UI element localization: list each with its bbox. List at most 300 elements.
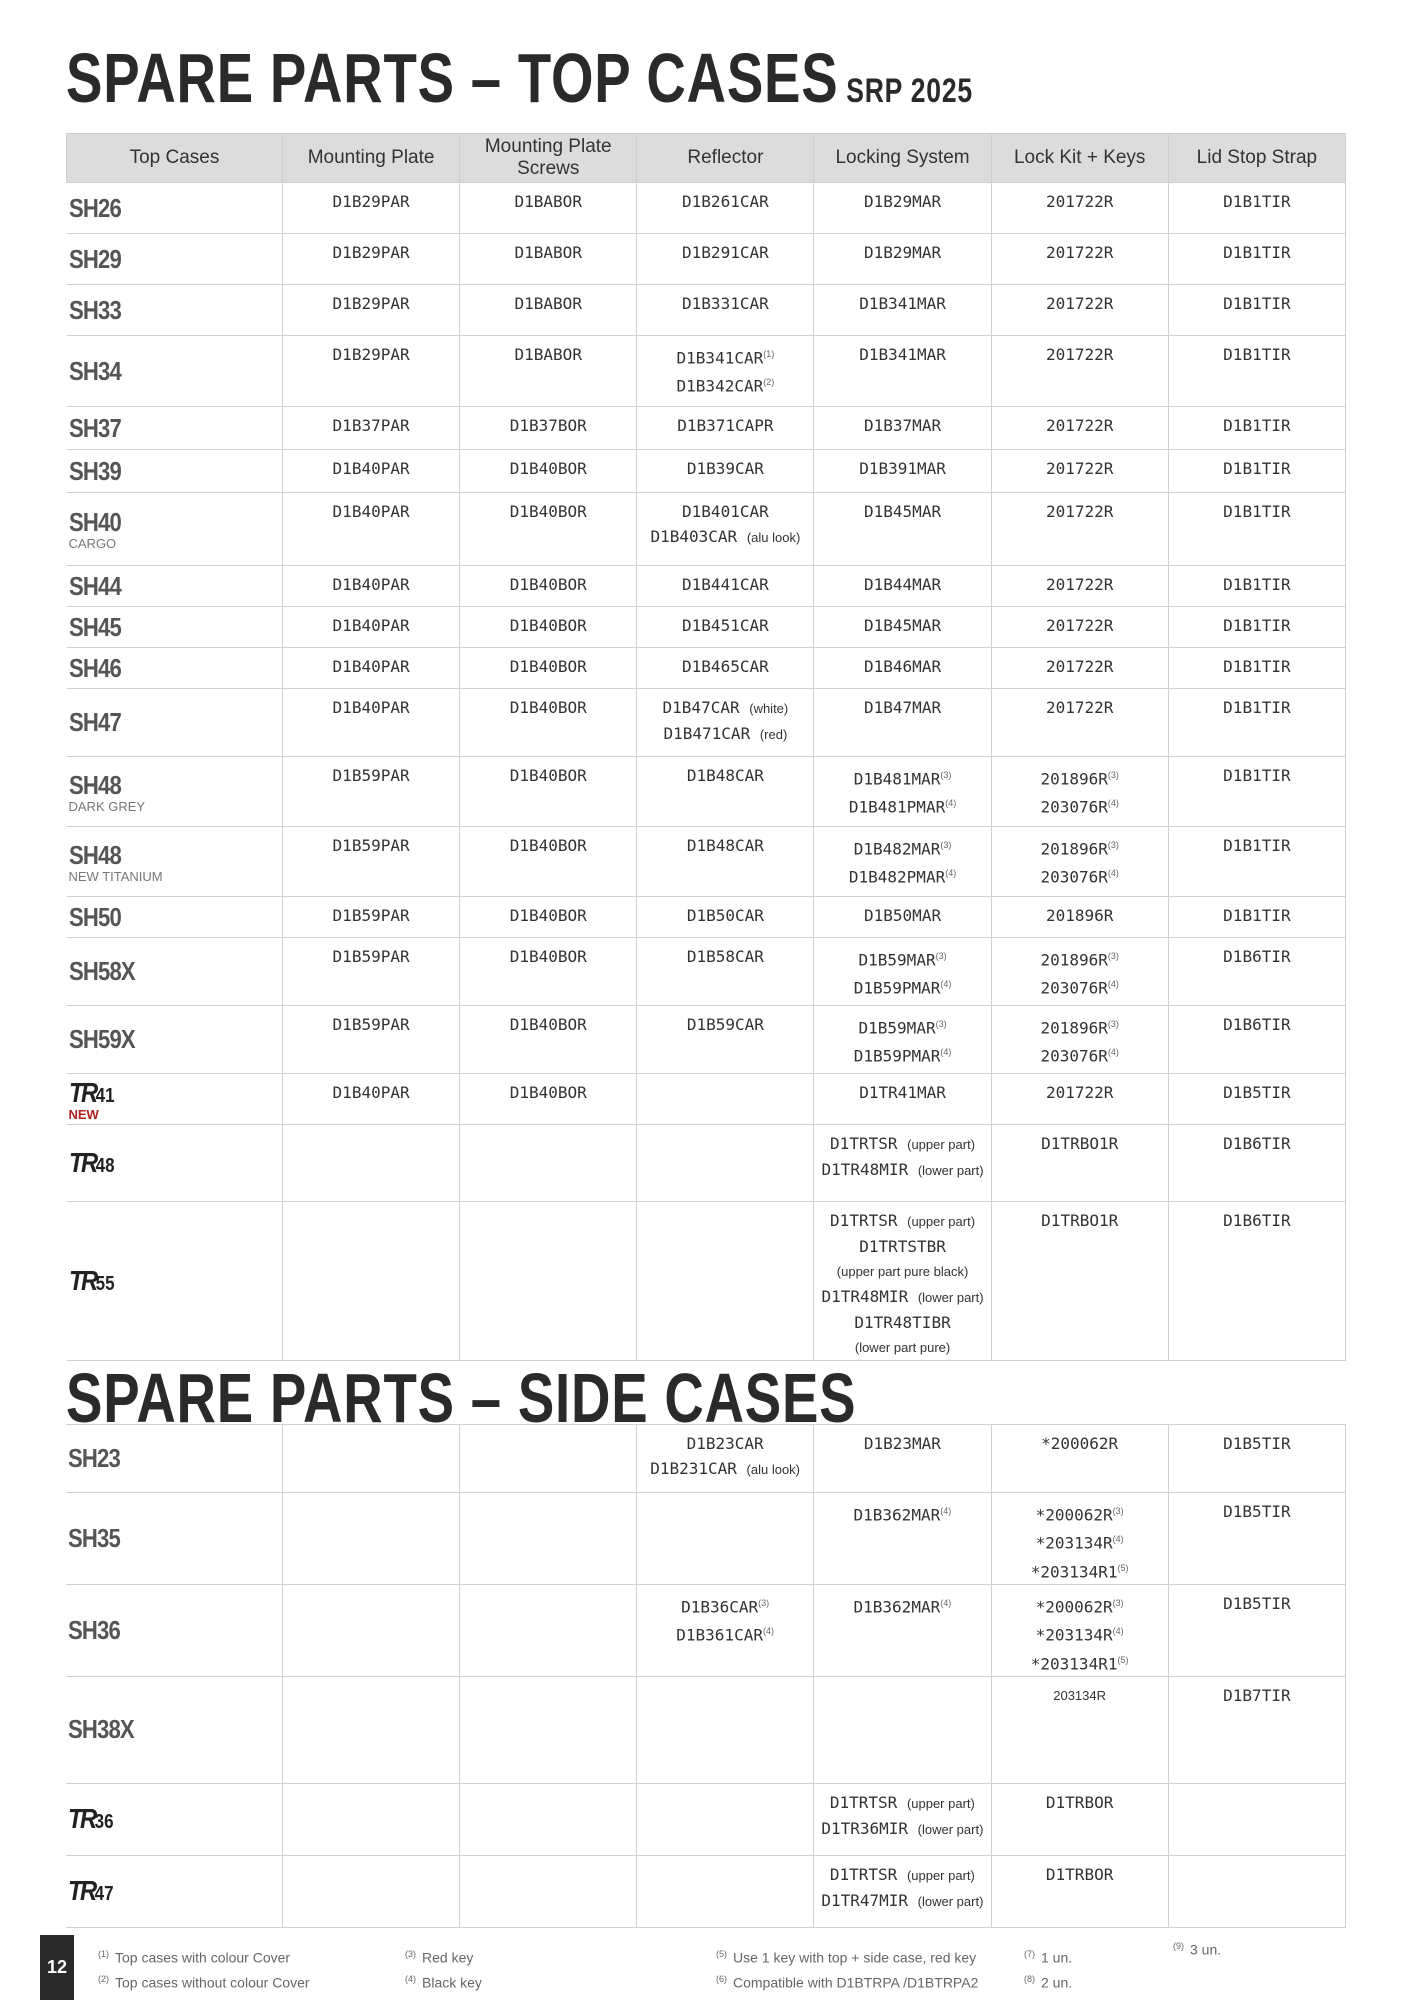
part-code: 201722R — [1045, 575, 1114, 594]
case-model — [69, 193, 121, 224]
mounting-plate-screws-cell — [460, 493, 637, 566]
part-code: D1B59MAR$^{(3)}$ — [858, 1018, 947, 1038]
case-model — [69, 612, 121, 643]
part-code: D1B40BOR — [509, 502, 587, 521]
part-code: D1B361CAR$^{(4)}$ — [676, 1625, 774, 1645]
part-code: 201722R — [1045, 616, 1114, 635]
case-model-cell — [67, 757, 283, 827]
locking-system-cell — [814, 938, 991, 1006]
mounting-plate-screws-cell — [460, 757, 637, 827]
mounting-plate-screws-cell — [460, 407, 637, 450]
footnote-ref: (3) — [1107, 840, 1119, 850]
model-name: SH26 — [68, 192, 121, 223]
part-code: D1B59CAR — [686, 1015, 764, 1034]
model-name: SH45 — [68, 611, 121, 642]
footnote-ref: (4) — [940, 1597, 952, 1608]
lid-stop-strap-cell — [1168, 689, 1345, 757]
footnote-1 — [98, 1944, 310, 1969]
part-code: D1B1TIR — [1223, 192, 1291, 211]
part-code: D1B6TIR — [1223, 1015, 1291, 1034]
part-code: D1B471CAR (red) — [663, 724, 788, 743]
part-code: D1B1TIR — [1223, 766, 1291, 785]
locking-system-cell — [814, 648, 991, 689]
table-row — [67, 234, 1346, 285]
part-code: D1B481PMAR$^{(4)}$ — [848, 797, 957, 817]
model-name: SH46 — [68, 652, 121, 683]
case-model-cell — [66, 1493, 282, 1585]
mounting-plate-screws-cell — [460, 234, 637, 285]
footnotes-units-2 — [1173, 1936, 1221, 1961]
model-name: SH44 — [68, 570, 121, 601]
mounting-plate-screws-cell — [459, 1493, 636, 1585]
case-model-cell — [67, 1202, 283, 1361]
part-code: D1B40BOR — [509, 906, 587, 925]
reflector-cell — [637, 648, 814, 689]
part-code: D1B6TIR — [1223, 1134, 1291, 1153]
part-code: D1B7TIR — [1223, 1685, 1291, 1705]
lid-stop-strap-cell — [1168, 757, 1345, 827]
mounting-plate-cell — [283, 757, 460, 827]
lid-stop-strap-cell — [1168, 1855, 1345, 1927]
part-code: D1B59PMAR$^{(4)}$ — [853, 978, 952, 998]
footnote-ref: (3) — [1107, 1019, 1119, 1029]
part-code: *200062R$^{(3)}$ — [1035, 1597, 1124, 1617]
lid-stop-strap-cell — [1168, 1584, 1345, 1676]
lid-stop-strap-cell — [1168, 1676, 1345, 1783]
locking-system-cell — [814, 183, 991, 234]
part-code: *203134R$^{(4)}$ — [1035, 1625, 1124, 1645]
part-code: D1B1TIR — [1223, 575, 1291, 594]
reflector-cell — [637, 566, 814, 607]
mounting-plate-cell — [283, 336, 460, 407]
reflector-cell — [637, 407, 814, 450]
locking-system-cell — [814, 1855, 991, 1927]
part-code: D1TR47MIR (lower part) — [821, 1890, 984, 1910]
model-name: SH40 — [68, 507, 121, 537]
locking-system-cell — [814, 607, 991, 648]
tr-logo: TR — [68, 1803, 95, 1835]
case-model — [69, 653, 121, 684]
mounting-plate-cell — [283, 493, 460, 566]
lid-stop-strap-cell — [1168, 1425, 1345, 1493]
footnote-mark: (8) — [1024, 1973, 1035, 1984]
part-code: D1B231CAR (alu look) — [650, 1459, 801, 1478]
part-qualifier: (white) — [749, 701, 789, 716]
footnote-text: Use 1 key with top + side case, red key — [733, 1949, 977, 1966]
model-name: SH48 — [68, 839, 121, 870]
case-model-cell — [66, 1425, 282, 1493]
footnote-text: Top cases without colour Cover — [115, 1974, 310, 1991]
case-model — [69, 956, 135, 987]
part-code: D1B59PAR — [332, 906, 410, 925]
part-code: D1B5TIR — [1223, 1593, 1291, 1613]
mounting-plate-screws-cell — [460, 689, 637, 757]
lock-kit-keys-cell — [991, 493, 1168, 566]
part-code: D1B37MAR — [864, 416, 942, 435]
part-code: D1B40PAR — [332, 1083, 410, 1102]
locking-system-cell — [814, 285, 991, 336]
case-model-cell — [67, 336, 283, 407]
part-code: D1B40BOR — [509, 575, 587, 594]
part-code: D1B58CAR — [686, 947, 764, 966]
case-model-cell — [67, 407, 283, 450]
reflector-cell — [637, 1783, 814, 1855]
lock-kit-keys-cell — [991, 566, 1168, 607]
part-code: D1B261CAR — [682, 192, 769, 211]
table-row — [67, 1202, 1346, 1361]
model-name: SH39 — [68, 455, 121, 486]
reflector-cell — [637, 1676, 814, 1783]
part-code: D1B1TIR — [1223, 836, 1291, 855]
footnote-text: Top cases with colour Cover — [115, 1949, 291, 1966]
reflector-cell — [637, 183, 814, 234]
case-model — [69, 456, 121, 487]
table-row — [67, 1006, 1346, 1074]
mounting-plate-cell — [283, 648, 460, 689]
lock-kit-keys-cell — [991, 336, 1168, 407]
case-model-cell — [66, 1783, 282, 1855]
lid-stop-strap-cell — [1168, 938, 1345, 1006]
part-code: D1B451CAR — [682, 616, 769, 635]
footnote-mark: (7) — [1024, 1949, 1035, 1959]
reflector-cell — [637, 1202, 814, 1361]
part-code: D1TRBOR — [1045, 1864, 1114, 1884]
part-code: 201722R — [1045, 502, 1114, 521]
footnote-ref: (3) — [1112, 1506, 1124, 1516]
footnotes-compat — [716, 1944, 978, 1993]
part-code: D1B482MAR$^{(3)}$ — [853, 839, 952, 859]
part-code: D1B1TIR — [1223, 243, 1291, 262]
locking-system-cell — [814, 450, 991, 493]
footnote-9 — [1173, 1936, 1221, 1961]
part-code: D1B50CAR — [686, 906, 764, 925]
part-code: 201722R — [1045, 294, 1114, 313]
lock-kit-keys-cell — [991, 1006, 1168, 1074]
footnote-ref: (3) — [1107, 951, 1119, 961]
case-model-cell — [66, 1676, 282, 1783]
lid-stop-strap-cell — [1168, 1493, 1345, 1585]
part-code: D1B341CAR$^{(1)}$ — [676, 348, 775, 368]
part-code: D1B46MAR — [864, 657, 942, 676]
mounting-plate-screws-cell — [460, 648, 637, 689]
mounting-plate-screws-cell — [460, 607, 637, 648]
footnote-ref: (3) — [758, 1597, 770, 1608]
part-code: D1B482PMAR$^{(4)}$ — [848, 867, 957, 887]
case-model — [68, 1523, 120, 1554]
case-model-cell — [67, 566, 283, 607]
part-code: D1B1TIR — [1223, 294, 1291, 313]
part-code: D1B40PAR — [332, 616, 410, 635]
part-code: *203134R1$^{(5)}$ — [1030, 1653, 1129, 1673]
part-code: D1BABOR — [514, 345, 582, 364]
table-row — [66, 1676, 1346, 1783]
mounting-plate-screws-cell — [460, 183, 637, 234]
part-code: 201722R — [1045, 416, 1114, 435]
mounting-plate-cell — [283, 607, 460, 648]
part-code: D1TR41MAR — [859, 1083, 946, 1102]
part-code: *203134R1$^{(5)}$ — [1030, 1561, 1129, 1581]
table-row — [67, 1125, 1346, 1202]
case-model — [69, 295, 121, 326]
mounting-plate-cell — [282, 1676, 459, 1783]
model-name: SH29 — [68, 243, 121, 274]
footnote-ref: (3) — [935, 1019, 947, 1029]
case-model — [68, 1615, 120, 1646]
table-row — [67, 407, 1346, 450]
part-code: D1B1TIR — [1223, 459, 1291, 478]
mounting-plate-cell — [283, 1202, 460, 1361]
tr-logo: TR — [68, 1875, 95, 1907]
part-code: D1B5TIR — [1223, 1502, 1291, 1521]
part-code: D1TRTSR (upper part) — [830, 1134, 976, 1153]
part-code: D1B1TIR — [1223, 698, 1291, 717]
lock-kit-keys-cell — [991, 938, 1168, 1006]
part-code: D1B29PAR — [332, 294, 410, 313]
part-code: D1TRBO1R — [1041, 1211, 1119, 1230]
header-top-cases: Top Cases — [67, 134, 283, 183]
footnote-mark: (5) — [716, 1949, 727, 1959]
part-code: D1B40BOR — [509, 947, 587, 966]
reflector-cell — [637, 938, 814, 1006]
part-code: 203076R$^{(4)}$ — [1040, 978, 1119, 998]
model-note: CARGO — [68, 536, 117, 551]
mounting-plate-cell — [282, 1584, 459, 1676]
part-code: D1B341MAR — [859, 294, 946, 313]
part-code: *203134R$^{(4)}$ — [1035, 1533, 1124, 1553]
case-model — [68, 1443, 120, 1474]
part-code: 201722R — [1045, 459, 1114, 478]
reflector-cell — [637, 827, 814, 897]
part-code: D1TRTSTBR — [859, 1237, 946, 1256]
part-code: D1B465CAR — [682, 657, 769, 676]
part-code: D1B371CAPR — [677, 416, 774, 435]
table-row — [67, 757, 1346, 827]
part-code: D1B37BOR — [509, 416, 587, 435]
footnote-6 — [716, 1969, 978, 1994]
price-year-label: SRP 2025 — [846, 72, 973, 110]
mounting-plate-screws-cell — [460, 336, 637, 407]
footnote-ref: (4) — [1112, 1534, 1124, 1545]
table-row — [67, 450, 1346, 493]
mounting-plate-screws-cell — [460, 897, 637, 938]
locking-system-cell — [814, 827, 991, 897]
reflector-cell — [637, 607, 814, 648]
table-row — [67, 285, 1346, 336]
mounting-plate-screws-cell — [460, 566, 637, 607]
part-code: D1B23MAR — [863, 1434, 941, 1453]
case-model-cell — [67, 607, 283, 648]
part-code: *200062R — [1041, 1434, 1119, 1453]
part-code: 201722R — [1045, 698, 1114, 717]
part-code: D1B5TIR — [1223, 1083, 1291, 1102]
part-code: 201722R — [1045, 657, 1114, 676]
lock-kit-keys-cell — [991, 1202, 1168, 1361]
lock-kit-keys-cell — [991, 1125, 1168, 1202]
lid-stop-strap-cell — [1168, 1125, 1345, 1202]
locking-system-cell — [814, 1493, 991, 1585]
part-code: D1B5TIR — [1223, 1434, 1291, 1453]
model-number: 41 — [95, 1084, 115, 1107]
reflector-cell — [637, 450, 814, 493]
lid-stop-strap-cell — [1168, 1006, 1345, 1074]
mounting-plate-cell — [283, 897, 460, 938]
model-name: SH37 — [68, 412, 121, 443]
locking-system-cell — [814, 1006, 991, 1074]
side-cases-table — [66, 1424, 1346, 1928]
part-code: 201896R$^{(3)}$ — [1040, 769, 1119, 789]
table-row — [67, 336, 1346, 407]
lid-stop-strap-cell — [1168, 407, 1345, 450]
part-code: D1B481MAR$^{(3)}$ — [853, 769, 952, 789]
footnotes-keys — [405, 1944, 482, 1993]
mounting-plate-cell — [283, 1074, 460, 1125]
part-code: D1TRTSR (upper part) — [829, 1864, 975, 1884]
tr-logo: TR — [68, 1265, 96, 1296]
footnote-ref: (3) — [940, 840, 952, 850]
lock-kit-keys-cell — [991, 1783, 1168, 1855]
part-code: D1B48CAR — [686, 766, 764, 785]
table-row — [66, 1493, 1346, 1585]
mounting-plate-cell — [283, 234, 460, 285]
model-name: SH59X — [68, 1024, 135, 1054]
case-model-cell — [67, 493, 283, 566]
part-qualifier: (lower part) — [917, 1821, 984, 1837]
case-model — [69, 571, 121, 602]
part-code: D1B40BOR — [509, 1083, 587, 1102]
case-model-cell — [67, 450, 283, 493]
table-row — [67, 566, 1346, 607]
footnote-3 — [405, 1944, 482, 1969]
reflector-cell — [637, 757, 814, 827]
part-code: (lower part pure) — [854, 1340, 951, 1355]
model-note: NEW TITANIUM — [68, 868, 163, 884]
footnote-ref: (4) — [1112, 1626, 1124, 1637]
part-qualifier: (upper part) — [906, 1867, 975, 1883]
part-code: D1B403CAR (alu look) — [650, 527, 801, 546]
part-code: D1B331CAR — [682, 294, 769, 313]
part-code: D1B29MAR — [864, 192, 942, 211]
footnote-ref: (4) — [1107, 798, 1119, 809]
reflector-cell — [637, 689, 814, 757]
lock-kit-keys-cell — [991, 689, 1168, 757]
case-model — [69, 244, 121, 275]
footnote-mark: (9) — [1173, 1941, 1184, 1951]
lid-stop-strap-cell — [1168, 183, 1345, 234]
footnotes-cover — [98, 1944, 310, 1993]
part-code: D1B40PAR — [332, 657, 410, 676]
header-mounting-plate-screws: Mounting Plate Screws — [460, 134, 637, 183]
case-model — [69, 356, 121, 387]
model-note: NEW — [68, 1106, 99, 1122]
table-row — [67, 493, 1346, 566]
part-code: D1B342CAR$^{(2)}$ — [676, 376, 775, 396]
case-model-cell — [67, 938, 283, 1006]
part-qualifier: (lower part) — [917, 1290, 984, 1305]
case-model — [69, 413, 121, 444]
mounting-plate-screws-cell — [460, 1074, 637, 1125]
model-name: SH36 — [68, 1614, 120, 1645]
part-code: D1B59PAR — [332, 947, 410, 966]
lid-stop-strap-cell — [1168, 1202, 1345, 1361]
part-code: D1TRTSR (upper part) — [830, 1211, 976, 1230]
section-title: SPARE PARTS – SIDE CASES — [66, 1359, 857, 1437]
page-title: SPARE PARTS – TOP CASES — [66, 39, 839, 117]
locking-system-cell — [814, 757, 991, 827]
mounting-plate-cell — [283, 689, 460, 757]
case-model — [69, 902, 121, 933]
part-code: D1B40PAR — [332, 502, 410, 521]
footnote-4 — [405, 1969, 482, 1994]
part-code: 201722R — [1045, 192, 1114, 211]
lid-stop-strap-cell — [1168, 1074, 1345, 1125]
part-qualifier: (lower part) — [917, 1163, 984, 1178]
lock-kit-keys-cell — [991, 757, 1168, 827]
mounting-plate-cell — [283, 285, 460, 336]
part-code: D1B1TIR — [1223, 906, 1291, 925]
lid-stop-strap-cell — [1168, 607, 1345, 648]
footnote-ref: (5) — [1117, 1654, 1129, 1665]
part-qualifier: (alu look) — [746, 1462, 801, 1477]
part-code: D1B1TIR — [1223, 345, 1291, 364]
footnote-ref: (3) — [1112, 1597, 1124, 1608]
part-code: D1B29MAR — [864, 243, 942, 262]
footnote-mark: (1) — [98, 1949, 109, 1959]
part-code: D1B29PAR — [332, 243, 410, 262]
part-code: 203134R — [1053, 1687, 1107, 1703]
header-lock-kit-keys: Lock Kit + Keys — [991, 134, 1168, 183]
part-code: 201896R$^{(3)}$ — [1040, 839, 1119, 859]
part-code: D1B6TIR — [1223, 947, 1291, 966]
mounting-plate-cell — [283, 566, 460, 607]
table-row — [67, 689, 1346, 757]
locking-system-cell — [814, 689, 991, 757]
model-number: 47 — [94, 1883, 114, 1906]
case-model — [69, 1265, 115, 1297]
case-model-cell — [67, 183, 283, 234]
footnotes-units — [1024, 1944, 1072, 1993]
mounting-plate-screws-cell — [460, 1006, 637, 1074]
part-code: 201896R$^{(3)}$ — [1040, 1018, 1119, 1038]
part-code: D1B1TIR — [1223, 502, 1291, 521]
locking-system-cell — [814, 1202, 991, 1361]
footnote-ref: (4) — [1107, 1047, 1119, 1058]
table-row — [67, 648, 1346, 689]
part-qualifier: (upper part) — [907, 1137, 976, 1152]
model-name: SH47 — [68, 707, 121, 737]
part-code: D1BABOR — [514, 192, 582, 211]
header-reflector: Reflector — [637, 134, 814, 183]
reflector-cell — [637, 493, 814, 566]
footnote-5 — [716, 1944, 978, 1969]
part-code: D1B40BOR — [509, 836, 587, 855]
footnote-2 — [98, 1969, 310, 1994]
part-code: D1B401CAR — [682, 502, 769, 521]
lid-stop-strap-cell — [1168, 827, 1345, 897]
model-number: 36 — [94, 1811, 114, 1834]
mounting-plate-screws-cell — [460, 450, 637, 493]
model-name: SH23 — [68, 1443, 120, 1473]
part-code: D1B59PAR — [332, 1015, 410, 1034]
part-code: 201722R — [1045, 1083, 1114, 1102]
part-code: D1B39CAR — [686, 459, 764, 478]
part-qualifier: (alu look) — [746, 530, 801, 545]
part-code: D1B47CAR (white) — [662, 698, 789, 717]
footnote-text: Red key — [422, 1949, 474, 1966]
footnote-mark: (4) — [405, 1973, 416, 1984]
case-model — [69, 507, 121, 538]
table-header-row — [67, 134, 1346, 183]
locking-system-cell — [814, 1584, 991, 1676]
